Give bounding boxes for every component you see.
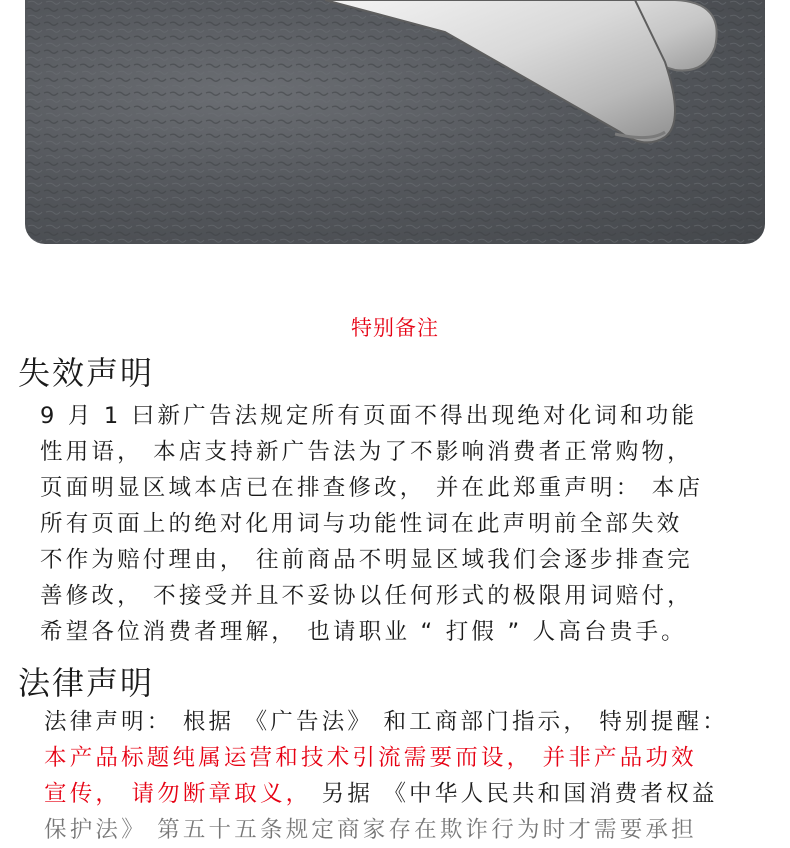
- legal-statement-body: [44, 704, 764, 848]
- legal-statement-heading: 法律声明: [18, 664, 155, 702]
- invalid-statement-line: 不作为赔付理由， 往前商品不明显区域我们会逐步排查完: [40, 547, 693, 573]
- legal-statement-text: 另据 《中华人民共和国消费者权益: [311, 781, 718, 807]
- legal-statement-line: 保护法》 第五十五条规定商家存在欺诈行为时才需要承担: [44, 817, 697, 843]
- invalid-statement-line: 所有页面上的绝对化用词与功能性词在此声明前全部失效: [40, 511, 683, 537]
- spoon-illustration: [25, 0, 765, 244]
- legal-statement-warning-text: 宣传， 请勿断章取义，: [44, 781, 312, 807]
- invalid-statement-line: 页面明显区域本店已在排查修改， 并在此郑重声明： 本店: [40, 475, 704, 501]
- legal-statement-line: 法律声明： 根据 《广告法》 和工商部门指示， 特别提醒：: [44, 709, 728, 735]
- invalid-statement-line: 善修改， 不接受并且不妥协以任何形式的极限用词赔付，: [40, 583, 693, 609]
- product-photo: [25, 0, 765, 244]
- special-note-title: 特别备注: [351, 316, 439, 340]
- legal-statement-warning-line: 本产品标题纯属运营和技术引流需要而设， 并非产品功效: [44, 745, 697, 771]
- invalid-statement-line: 希望各位消费者理解， 也请职业 “ 打假 ” 人高台贵手。: [40, 619, 687, 645]
- invalid-statement-heading: 失效声明: [18, 354, 155, 392]
- invalid-statement-line: 9 月 1 曰新广告法规定所有页面不得出现绝对化词和功能: [40, 403, 698, 429]
- invalid-statement-body: [40, 398, 760, 650]
- invalid-statement-line: 性用语， 本店支持新广告法为了不影响消费者正常购物，: [40, 439, 693, 465]
